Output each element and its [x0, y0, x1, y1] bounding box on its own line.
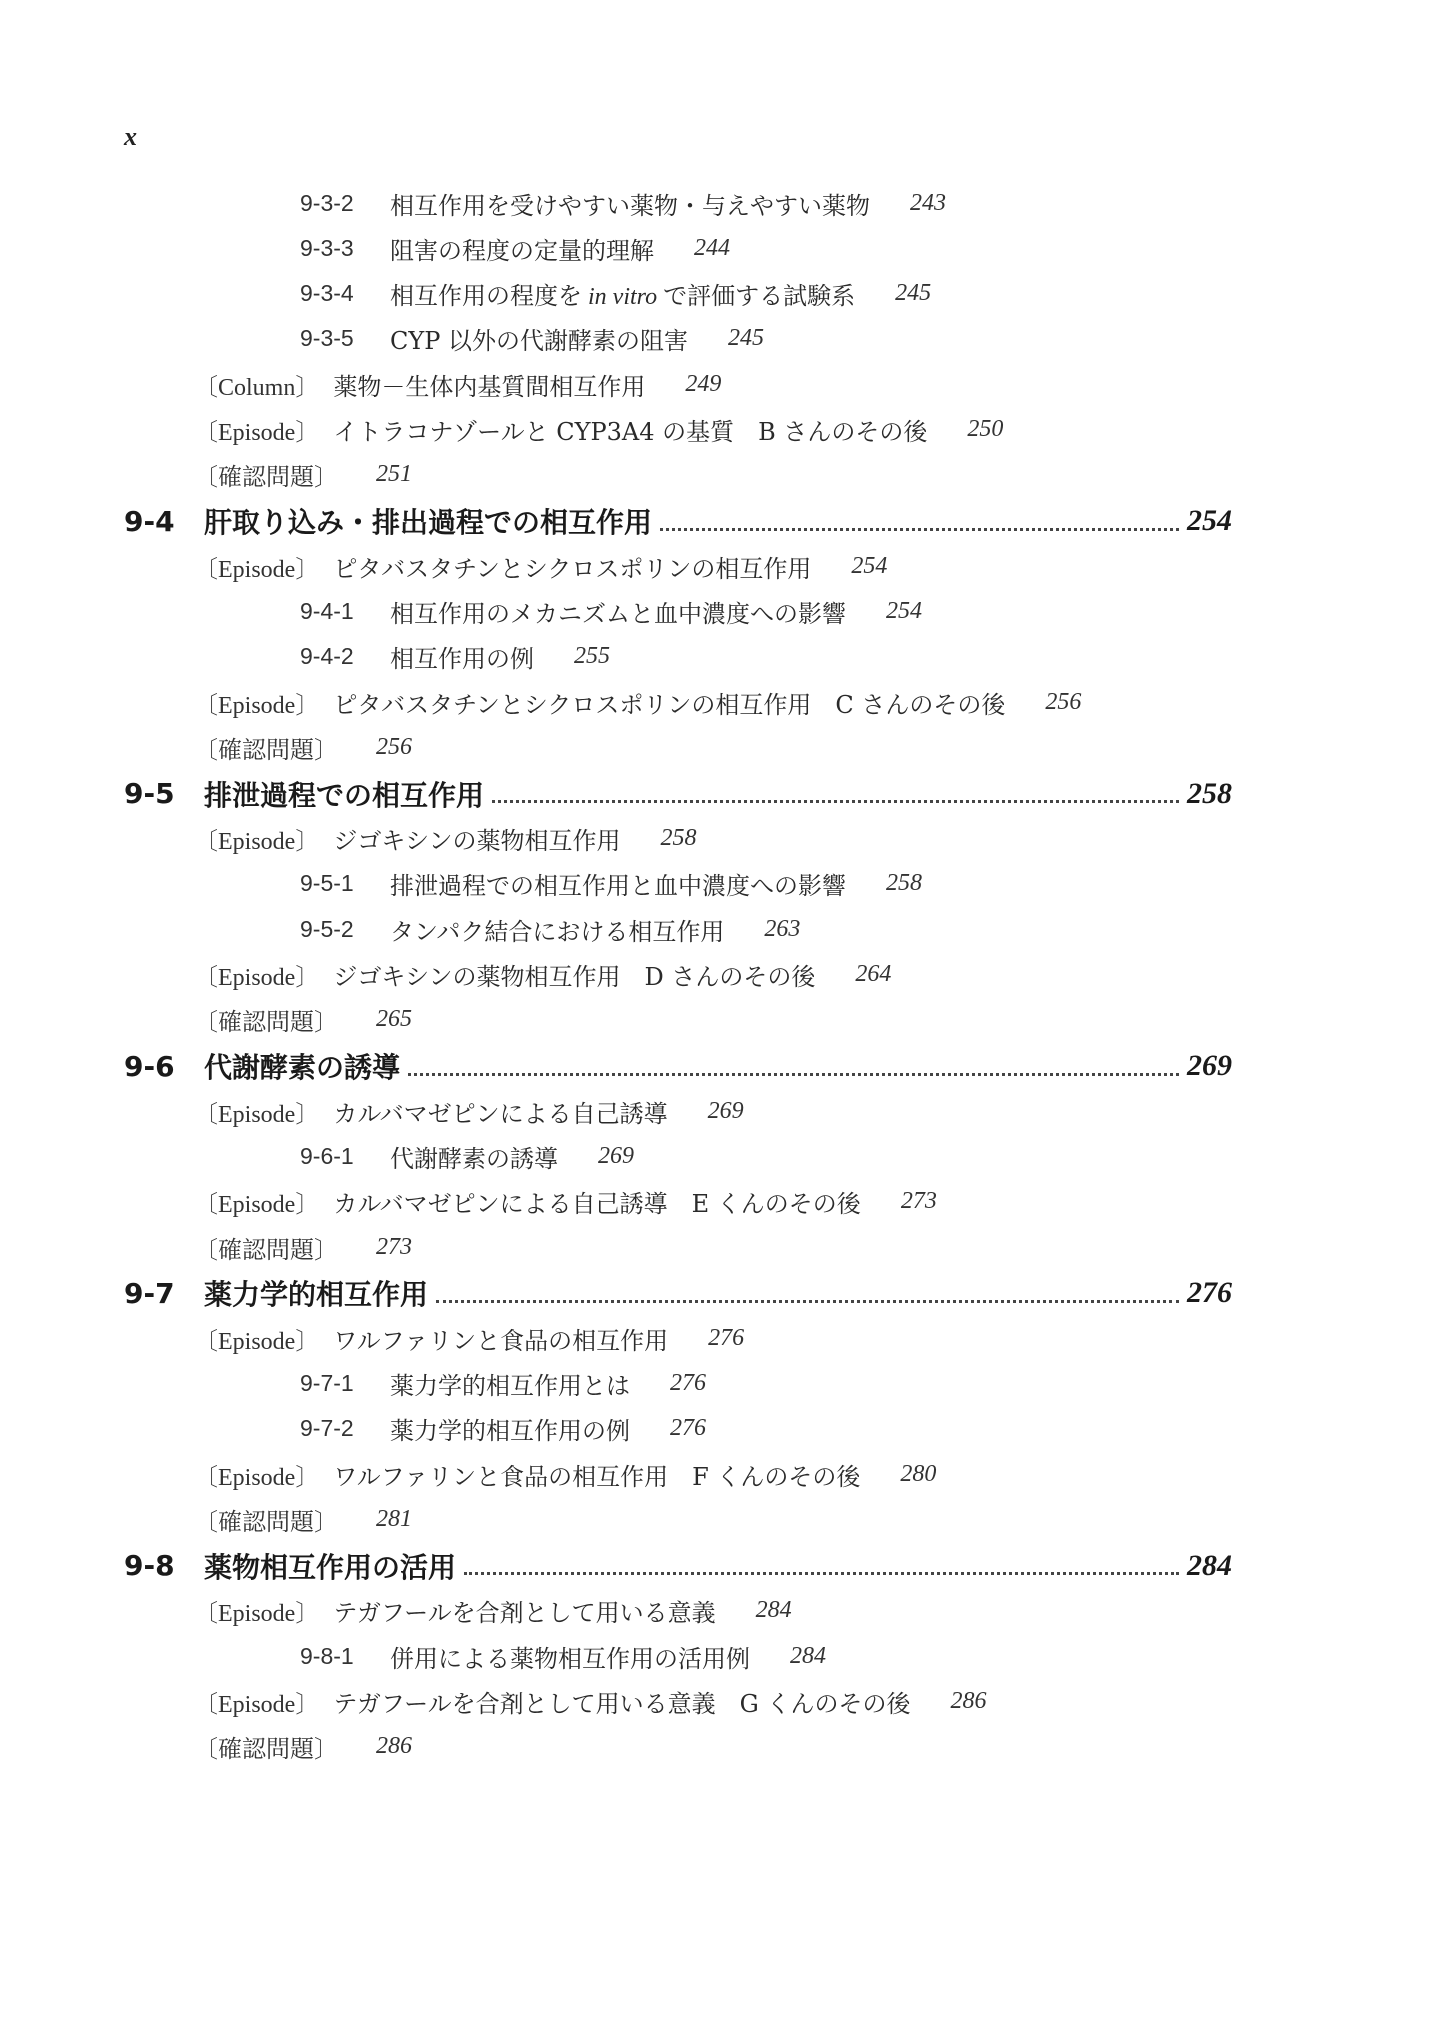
entry-tag: 〔確認問題〕 [194, 1237, 338, 1264]
tagged-entry[interactable] [194, 455, 412, 495]
tagged-entry[interactable] [194, 1454, 936, 1494]
tagged-entry[interactable] [194, 410, 1003, 450]
title-part: で評価する試験系 [663, 282, 856, 311]
subsection-page: 263 [764, 915, 801, 942]
entry-page: 284 [755, 1597, 792, 1624]
entry-extra: D さんのその後 [644, 963, 816, 991]
entry-page: 256 [376, 733, 412, 760]
leader-dots [660, 528, 1179, 531]
subsection-title: 併用による薬物相互作用の活用例 [390, 1644, 750, 1673]
subsection-entry[interactable] [300, 274, 931, 314]
subsection-number: 9-5-1 [300, 870, 354, 897]
section-title: 肝取り込み・排出過程での相互作用 [204, 506, 653, 540]
subsection-title: 阻害の程度の定量的理解 [390, 236, 654, 265]
entry-tag: 〔確認問題〕 [194, 465, 338, 492]
subsection-page: 269 [598, 1142, 634, 1169]
entry-extra: C さんのその後 [835, 690, 1006, 719]
subsection-title: 薬力学的相互作用の例 [390, 1417, 630, 1446]
subsection-page: 276 [670, 1415, 706, 1442]
tagged-entry[interactable] [194, 1091, 744, 1131]
subsection-title [390, 276, 855, 311]
entry-extra: G くんのその後 [739, 1689, 911, 1718]
section-page: 284 [1187, 1548, 1232, 1582]
subsection-title: 相互作用のメカニズムと血中濃度への影響 [390, 599, 846, 628]
tagged-entry[interactable] [194, 1500, 412, 1540]
entry-tag: 〔Episode〕 [194, 692, 320, 719]
subsection-entry[interactable] [300, 909, 800, 949]
section-page: 269 [1187, 1049, 1232, 1083]
leader-dots [464, 1572, 1179, 1575]
entry-page: 254 [851, 552, 888, 579]
entry-page: 286 [950, 1687, 987, 1714]
tagged-entry[interactable] [194, 546, 887, 586]
subsection-page: 245 [727, 325, 764, 352]
entry-title: テガフールを合剤として用いる意義 [333, 1599, 716, 1628]
entry-tag: 〔Episode〕 [194, 1192, 320, 1219]
entry-tag: 〔確認問題〕 [194, 1737, 338, 1764]
section-number: 9-8 [124, 1549, 175, 1583]
section-page: 258 [1187, 776, 1232, 810]
entry-page: 251 [376, 461, 412, 488]
section-number: 9-7 [124, 1276, 175, 1310]
tagged-entry[interactable] [194, 1182, 937, 1222]
entry-title: カルバマゼピンによる自己誘導 [333, 1190, 668, 1219]
section-heading[interactable] [124, 498, 1232, 544]
title-part: 相互作用の程度を [390, 282, 582, 311]
entry-tag: 〔Episode〕 [194, 1328, 320, 1355]
section-heading[interactable] [124, 1270, 1232, 1316]
subsection-entry[interactable] [300, 183, 946, 223]
entry-title: イトラコナゾールと CYP3A4 の基質 [333, 418, 735, 446]
entry-page: 269 [707, 1097, 744, 1124]
entry-title: ピタバスタチンとシクロスポリンの相互作用 [333, 690, 812, 719]
subsection-title: 相互作用を受けやすい薬物・与えやすい薬物 [390, 191, 870, 220]
tagged-entry[interactable] [194, 1000, 412, 1040]
section-page: 254 [1187, 504, 1232, 538]
section-heading[interactable] [124, 1543, 1232, 1589]
leader-dots [492, 800, 1179, 803]
entry-title: ジゴキシンの薬物相互作用 [333, 963, 621, 991]
subsection-page: 245 [895, 280, 932, 307]
entry-page: 281 [376, 1506, 412, 1532]
entry-tag: 〔Episode〕 [194, 420, 320, 446]
entry-tag: 〔Episode〕 [194, 1691, 320, 1718]
section-title: 代謝酵素の誘導 [204, 1051, 401, 1085]
leader-dots [436, 1300, 1179, 1303]
subsection-page: 254 [886, 597, 922, 624]
section-heading[interactable] [124, 771, 1232, 817]
entry-title: ジゴキシンの薬物相互作用 [333, 827, 621, 856]
tagged-entry[interactable] [194, 1591, 792, 1631]
entry-page: 249 [685, 370, 722, 397]
tagged-entry[interactable] [194, 955, 891, 995]
subsection-page: 258 [886, 870, 922, 897]
tagged-entry[interactable] [194, 1681, 986, 1721]
subsection-entry[interactable] [300, 637, 610, 677]
subsection-number: 9-3-3 [300, 234, 354, 261]
entry-tag: 〔Episode〕 [194, 1601, 320, 1628]
entry-title: ピタバスタチンとシクロスポリンの相互作用 [333, 554, 812, 583]
subsection-number: 9-7-1 [300, 1370, 354, 1397]
section-number: 9-4 [124, 504, 175, 538]
entry-title: テガフールを合剤として用いる意義 [333, 1689, 716, 1718]
subsection-title: 薬力学的相互作用とは [390, 1372, 630, 1401]
title-italic-part: in vitro [588, 284, 658, 311]
entry-tag: 〔Episode〕 [194, 556, 320, 583]
subsection-number: 9-5-2 [300, 915, 354, 942]
tagged-entry[interactable] [194, 1318, 744, 1358]
subsection-entry[interactable] [300, 1364, 706, 1404]
entry-tag: 〔Episode〕 [194, 829, 320, 856]
entry-tag: 〔確認問題〕 [194, 1010, 338, 1037]
entry-page: 264 [855, 961, 892, 987]
subsection-number: 9-4-1 [300, 597, 354, 624]
subsection-number: 9-3-5 [300, 325, 354, 352]
tagged-entry[interactable] [194, 1227, 412, 1267]
entry-page: 258 [660, 825, 697, 852]
entry-page: 273 [900, 1188, 937, 1215]
section-title: 排泄過程での相互作用 [204, 778, 485, 812]
section-number: 9-5 [124, 777, 175, 811]
subsection-number: 9-6-1 [300, 1142, 354, 1169]
entry-tag: 〔確認問題〕 [194, 1510, 338, 1536]
entry-page: 286 [376, 1733, 412, 1760]
subsection-page: 244 [694, 234, 730, 261]
subsection-number: 9-8-1 [300, 1642, 354, 1669]
entry-page: 265 [376, 1006, 412, 1033]
entry-tag: 〔Column〕 [194, 374, 320, 401]
entry-tag: 〔Episode〕 [194, 965, 320, 991]
entry-extra: E くんのその後 [691, 1190, 861, 1219]
entry-page: 276 [708, 1324, 745, 1351]
subsection-entry[interactable] [300, 1136, 634, 1176]
entry-tag: 〔Episode〕 [194, 1464, 320, 1491]
subsection-entry[interactable] [300, 864, 922, 904]
section-number: 9-6 [124, 1049, 175, 1083]
entry-page: 280 [900, 1460, 937, 1487]
page-number: x [124, 122, 137, 151]
section-heading[interactable] [124, 1043, 1232, 1089]
subsection-title: 排泄過程での相互作用と血中濃度への影響 [390, 872, 846, 901]
entry-title: ワルファリンと食品の相互作用 [333, 1326, 669, 1355]
tagged-entry[interactable] [194, 727, 412, 767]
entry-page: 273 [376, 1233, 412, 1260]
subsection-entry[interactable] [300, 1636, 826, 1676]
entry-extra: B さんのその後 [758, 418, 928, 446]
tagged-entry[interactable] [194, 819, 697, 859]
subsection-page: 243 [910, 189, 946, 216]
entry-title: カルバマゼピンによる自己誘導 [333, 1099, 668, 1128]
section-page: 276 [1187, 1276, 1232, 1310]
entry-page: 250 [967, 416, 1004, 442]
entry-extra: F くんのその後 [692, 1462, 861, 1491]
entry-title: 薬物－生体内基質間相互作用 [333, 372, 646, 401]
subsection-title: 相互作用の例 [390, 645, 534, 674]
tagged-entry[interactable] [194, 682, 1081, 722]
subsection-entry[interactable] [300, 591, 922, 631]
section-title: 薬物相互作用の活用 [204, 1550, 457, 1584]
subsection-title: CYP 以外の代謝酵素の阻害 [390, 327, 688, 356]
entry-page: 256 [1045, 688, 1082, 715]
subsection-title: 代謝酵素の誘導 [390, 1144, 558, 1173]
subsection-page: 284 [790, 1642, 826, 1669]
subsection-number: 9-7-2 [300, 1415, 354, 1442]
subsection-entry[interactable] [300, 1409, 706, 1449]
entry-tag: 〔Episode〕 [194, 1101, 320, 1128]
subsection-number: 9-3-4 [300, 280, 354, 307]
subsection-entry[interactable] [300, 228, 730, 268]
subsection-page: 255 [574, 643, 610, 670]
leader-dots [408, 1073, 1179, 1076]
tagged-entry[interactable] [194, 364, 721, 404]
subsection-entry[interactable] [300, 319, 764, 359]
subsection-title: タンパク結合における相互作用 [390, 917, 725, 946]
section-title: 薬力学的相互作用 [204, 1278, 429, 1312]
subsection-number: 9-4-2 [300, 643, 354, 670]
entry-title: ワルファリンと食品の相互作用 [333, 1462, 669, 1491]
tagged-entry[interactable] [194, 1727, 412, 1767]
entry-tag: 〔確認問題〕 [194, 737, 338, 764]
subsection-number: 9-3-2 [300, 189, 354, 216]
subsection-page: 276 [670, 1370, 706, 1397]
